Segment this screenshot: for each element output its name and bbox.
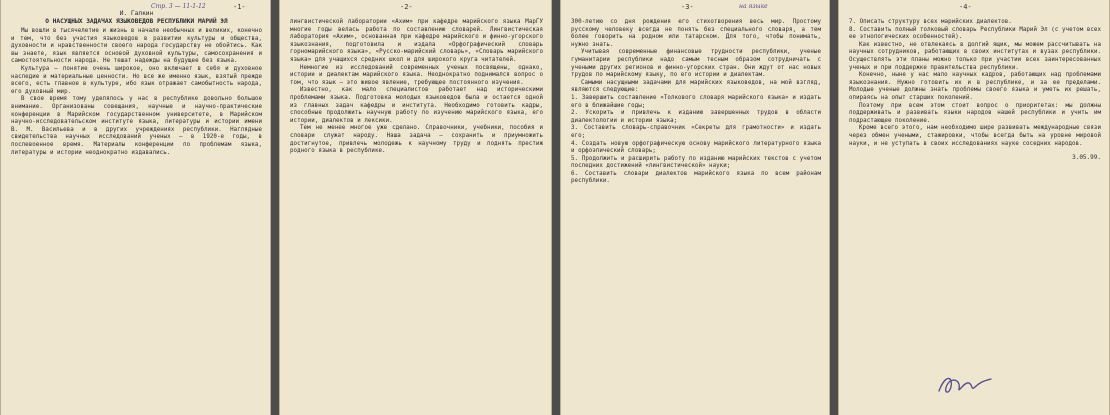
page-text xyxy=(849,19,1101,148)
paragraph: Немногие из исследований современных ученых посвящены, однако, истории и диалектам марийского языка. Неоднократно поднимался вопрос о том, что язык — это живое явление, требующее постоянного изучения. xyxy=(290,64,543,86)
document-page-2 xyxy=(279,0,552,415)
paragraph: лингвистической лаборатории «Ахим» при кафедре марийского языка МарГУ многие годы велась работа по составлению словарей. Лингвистическая лаборатория «Ахим», основанная при кафедре марийского и финно-угорского языкознания, подготовила и издала «Орфографический словарь горномарийского языка», «Русско-марийский словарь», «Словарь марийского языка» для учащихся средних школ и для широкого круга читателей. xyxy=(290,19,543,63)
list-item: 6. Составить словари диалектов марийского языка по всем районам республики. xyxy=(571,170,821,185)
page-gap xyxy=(271,0,279,415)
page-gap xyxy=(830,0,838,415)
author-name: И. Галкин xyxy=(119,10,154,17)
paragraph: Культура — понятие очень широкое, оно включает в себя и духовное наследие и материальные ценности. Но все же именно язык, взятый прежде всего, есть главное в культуре, ибо язык отражает самобытность народа, его духовный мир. xyxy=(11,65,262,95)
list-item: 5. Продолжить и расширить работу по изданию марийских текстов с учетом последних достижений «лингвистической» науки; xyxy=(571,155,821,170)
page-number: -1- xyxy=(233,3,246,11)
paragraph: Кроме всего этого, нам необходимо шире развивать международные связи через обмен учеными, стажировки, чтобы всегда быть на уровне мировой науки, и не уступать в своих исследованиях науке соседних народов. xyxy=(849,125,1101,147)
document-page-3 xyxy=(560,0,830,415)
page-text xyxy=(11,28,262,157)
list-item: 1. Завершить составление «Толкового словаря марийского языка» и издать его в ближайшие годы; xyxy=(571,94,821,109)
paragraph: Конечно, ныне у нас мало научных кадров, работающих над проблемами языкознания. Нужно готовить их и в республике, и за ее пределами. Молодые ученые должны знать проблемы своего языка и уметь их решать, опираясь на опыт старших поколений. xyxy=(849,72,1101,101)
paragraph: В свое время тому уделялось у нас в республике довольно большое внимание. Организованы совещания, научные и научно-практические конференции в Марийском государственном университете, в Марийском научно-исследовательском институте языка, литературы и истории имени В. М. Васильева и в других учреждениях республики. Наглядные свидетельства научных исследований ученых — в 1920-е годы, в послевоенное время. Материалы конференции по проблемам языка, литературы и истории неоднократно издавались. xyxy=(11,96,262,156)
list-item: 8. Составить полный толковый словарь Республики Марий Эл (с учетом всех ее этнологических особенностей). xyxy=(849,26,1101,41)
paragraph: Самыми насущными задачами для марийских языковедов, на мой взгляд, являются следующие: xyxy=(571,79,821,94)
page-number: -4- xyxy=(959,3,972,11)
list-item: 2. Ускорить и привлечь к изданию завершенных трудов в области диалектологии и истории языка; xyxy=(571,110,821,124)
list-item: 4. Создать новую орфографическую основу марийского литературного языка и орфоэпический словарь; xyxy=(571,140,821,155)
paragraph: Мы вошли в тысячелетие и жизнь в начале необычных и великих, конечно и тем, что без участия языковедов в развитии культуры и общества, духовности и нравственности своего народа государству не обойтись. Как вы знаете, язык является основой духовной культуры, самосохранения и самостоятельности народа. Не тешат надежды на будущее без языка. xyxy=(11,28,262,65)
document-date: 3.05.99. xyxy=(1072,154,1101,162)
paragraph: Известно, как мало специалистов работает над историческими проблемами языка. Подготовка молодых языковедов была и остается одной из главных задач кафедры и института. Необходимо готовить кадры, способные продолжить научную работу по изучению марийского языка, его истории, диалектов и лексики. xyxy=(290,87,543,124)
list-item: 3. Составить словарь-справочник «Секреты для грамотности» и издать его; xyxy=(571,125,821,139)
page-text xyxy=(290,19,543,156)
page-text xyxy=(571,19,821,186)
paragraph: Как известно, не отвлекаясь в долгий ящик, мы можем рассчитывать на научных сотрудников, работающих в своих институтах и вузах республики. Осуществлять эти планы можно только при участии всех заинтересованных ученых и при поддержке правительства республики. xyxy=(849,41,1101,71)
paragraph: Поэтому при всем этом стоит вопрос о приоритетах: мы должны поддерживать и развивать языки народов нашей республики и учить им подрастающее поколение. xyxy=(849,102,1101,124)
handwritten-note: Стр. 3 — 11-1-12 xyxy=(151,3,206,10)
document-page-4 xyxy=(838,0,1110,415)
handwritten-insert: на языке xyxy=(739,3,768,10)
signature-icon xyxy=(935,371,995,397)
document-page-1 xyxy=(0,0,271,415)
document-title: О НАСУЩНЫХ ЗАДАЧАХ ЯЗЫКОВЕДОВ РЕСПУБЛИКИ МАРИЙ ЭЛ xyxy=(45,18,228,25)
page-number: -3- xyxy=(681,3,694,11)
paragraph: 300-летию со дня рождения его стихотворения весь мир. Простому русскому человеку всегда не понять без специального словаря, а тем более говорить на родном или татарском. Для того, чтобы понимать, нужно знать. xyxy=(571,19,821,48)
paragraph: Учитывая современные финансовые трудности республики, ученые гуманитарии республики надо самым тесным образом сотрудничать с учеными других регионов и финно-угорских стран. Они ждут от нас новых трудов по марийскому языку, по его истории и диалектам. xyxy=(571,49,821,79)
page-number: -2- xyxy=(400,3,413,11)
list-item: 7. Описать структуру всех марийских диалектов. xyxy=(849,19,1012,25)
page-gap xyxy=(552,0,560,415)
signature xyxy=(935,371,995,401)
paragraph: Тем не менее многое уже сделано. Справочники, учебники, пособия и словари служат народу. Наша задача — сохранить и приумножить достигнутое, привлечь молодежь к научному труду и поднять престиж родного языка в республике. xyxy=(290,125,543,155)
